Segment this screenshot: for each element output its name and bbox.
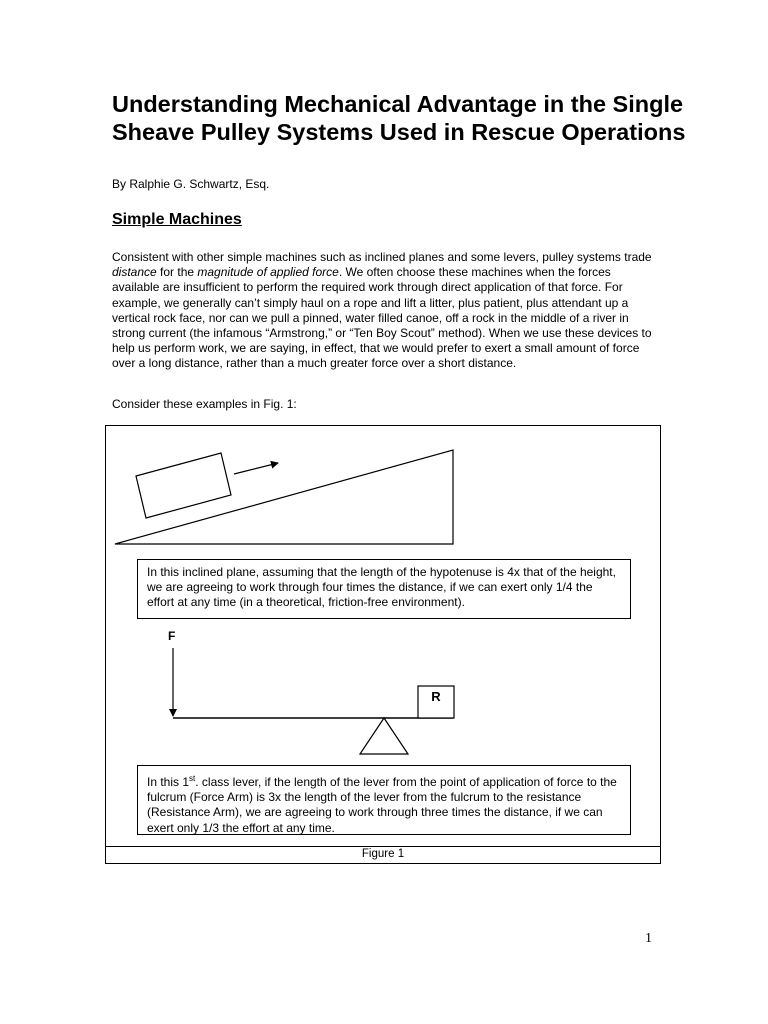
lever-caption-text: In this 1 bbox=[147, 775, 190, 789]
paragraph-emphasis: distance bbox=[112, 265, 157, 280]
fulcrum bbox=[360, 718, 408, 754]
block bbox=[136, 453, 231, 518]
body-paragraph bbox=[112, 250, 657, 372]
section-heading: Simple Machines bbox=[112, 211, 242, 228]
figure-caption: Figure 1 bbox=[106, 846, 660, 863]
paragraph-emphasis: magnitude of applied force bbox=[197, 265, 339, 280]
resistance-label: R bbox=[431, 689, 441, 704]
paragraph-text: Consistent with other simple machines such as inclined planes and some levers, pulley systems trade bbox=[112, 250, 652, 264]
inclined-plane-caption: In this inclined plane, assuming that the length of the hypotenuse is 4x that of the height, we are agreeing to work through four times the distance, if we can exert only 1/4 the effort at any time (in a theoretical, friction-free environment). bbox=[137, 559, 631, 619]
paragraph-text: . We often choose these machines when the forces available are insufficient to perform the required work through direct application of that force. For example, we generally can’t simply haul on a rope and lift a litter, plus patient, plus attendant up a vertical rock face, nor can we pull a pinned, water filled canoe, off a rock in the middle of a river in strong current (the infamous “Armstrong,” or “Ten Boy Scout” method). When we use these devices to help us perform work, we are saying, in effect, that we would prefer to exert a small amount of force over a long distance, rather than a much greater force over a short distance. bbox=[112, 265, 652, 371]
lever-caption-superscript: st bbox=[189, 774, 196, 783]
document-title: Understanding Mechanical Advantage in the Single Sheave Pulley Systems Used in Rescue Operations bbox=[112, 91, 686, 145]
byline: By Ralphie G. Schwartz, Esq. bbox=[112, 177, 270, 191]
force-label: F bbox=[168, 629, 176, 643]
consider-text: Consider these examples in Fig. 1: bbox=[112, 397, 297, 411]
lever-caption bbox=[137, 765, 631, 835]
motion-arrow bbox=[234, 463, 278, 474]
figure-1 bbox=[105, 425, 661, 864]
page-number: 1 bbox=[645, 931, 652, 946]
lever-caption-text: . class lever, if the length of the lever from the point of application of force to the fulcrum (Force Arm) is 3x the length of the lever from the fulcrum to the resistance (Resistance Arm), we are agreeing to work through three times the distance, if we can exert only 1/3 the effort at any time. bbox=[147, 775, 617, 835]
paragraph-text: for the bbox=[156, 265, 198, 280]
